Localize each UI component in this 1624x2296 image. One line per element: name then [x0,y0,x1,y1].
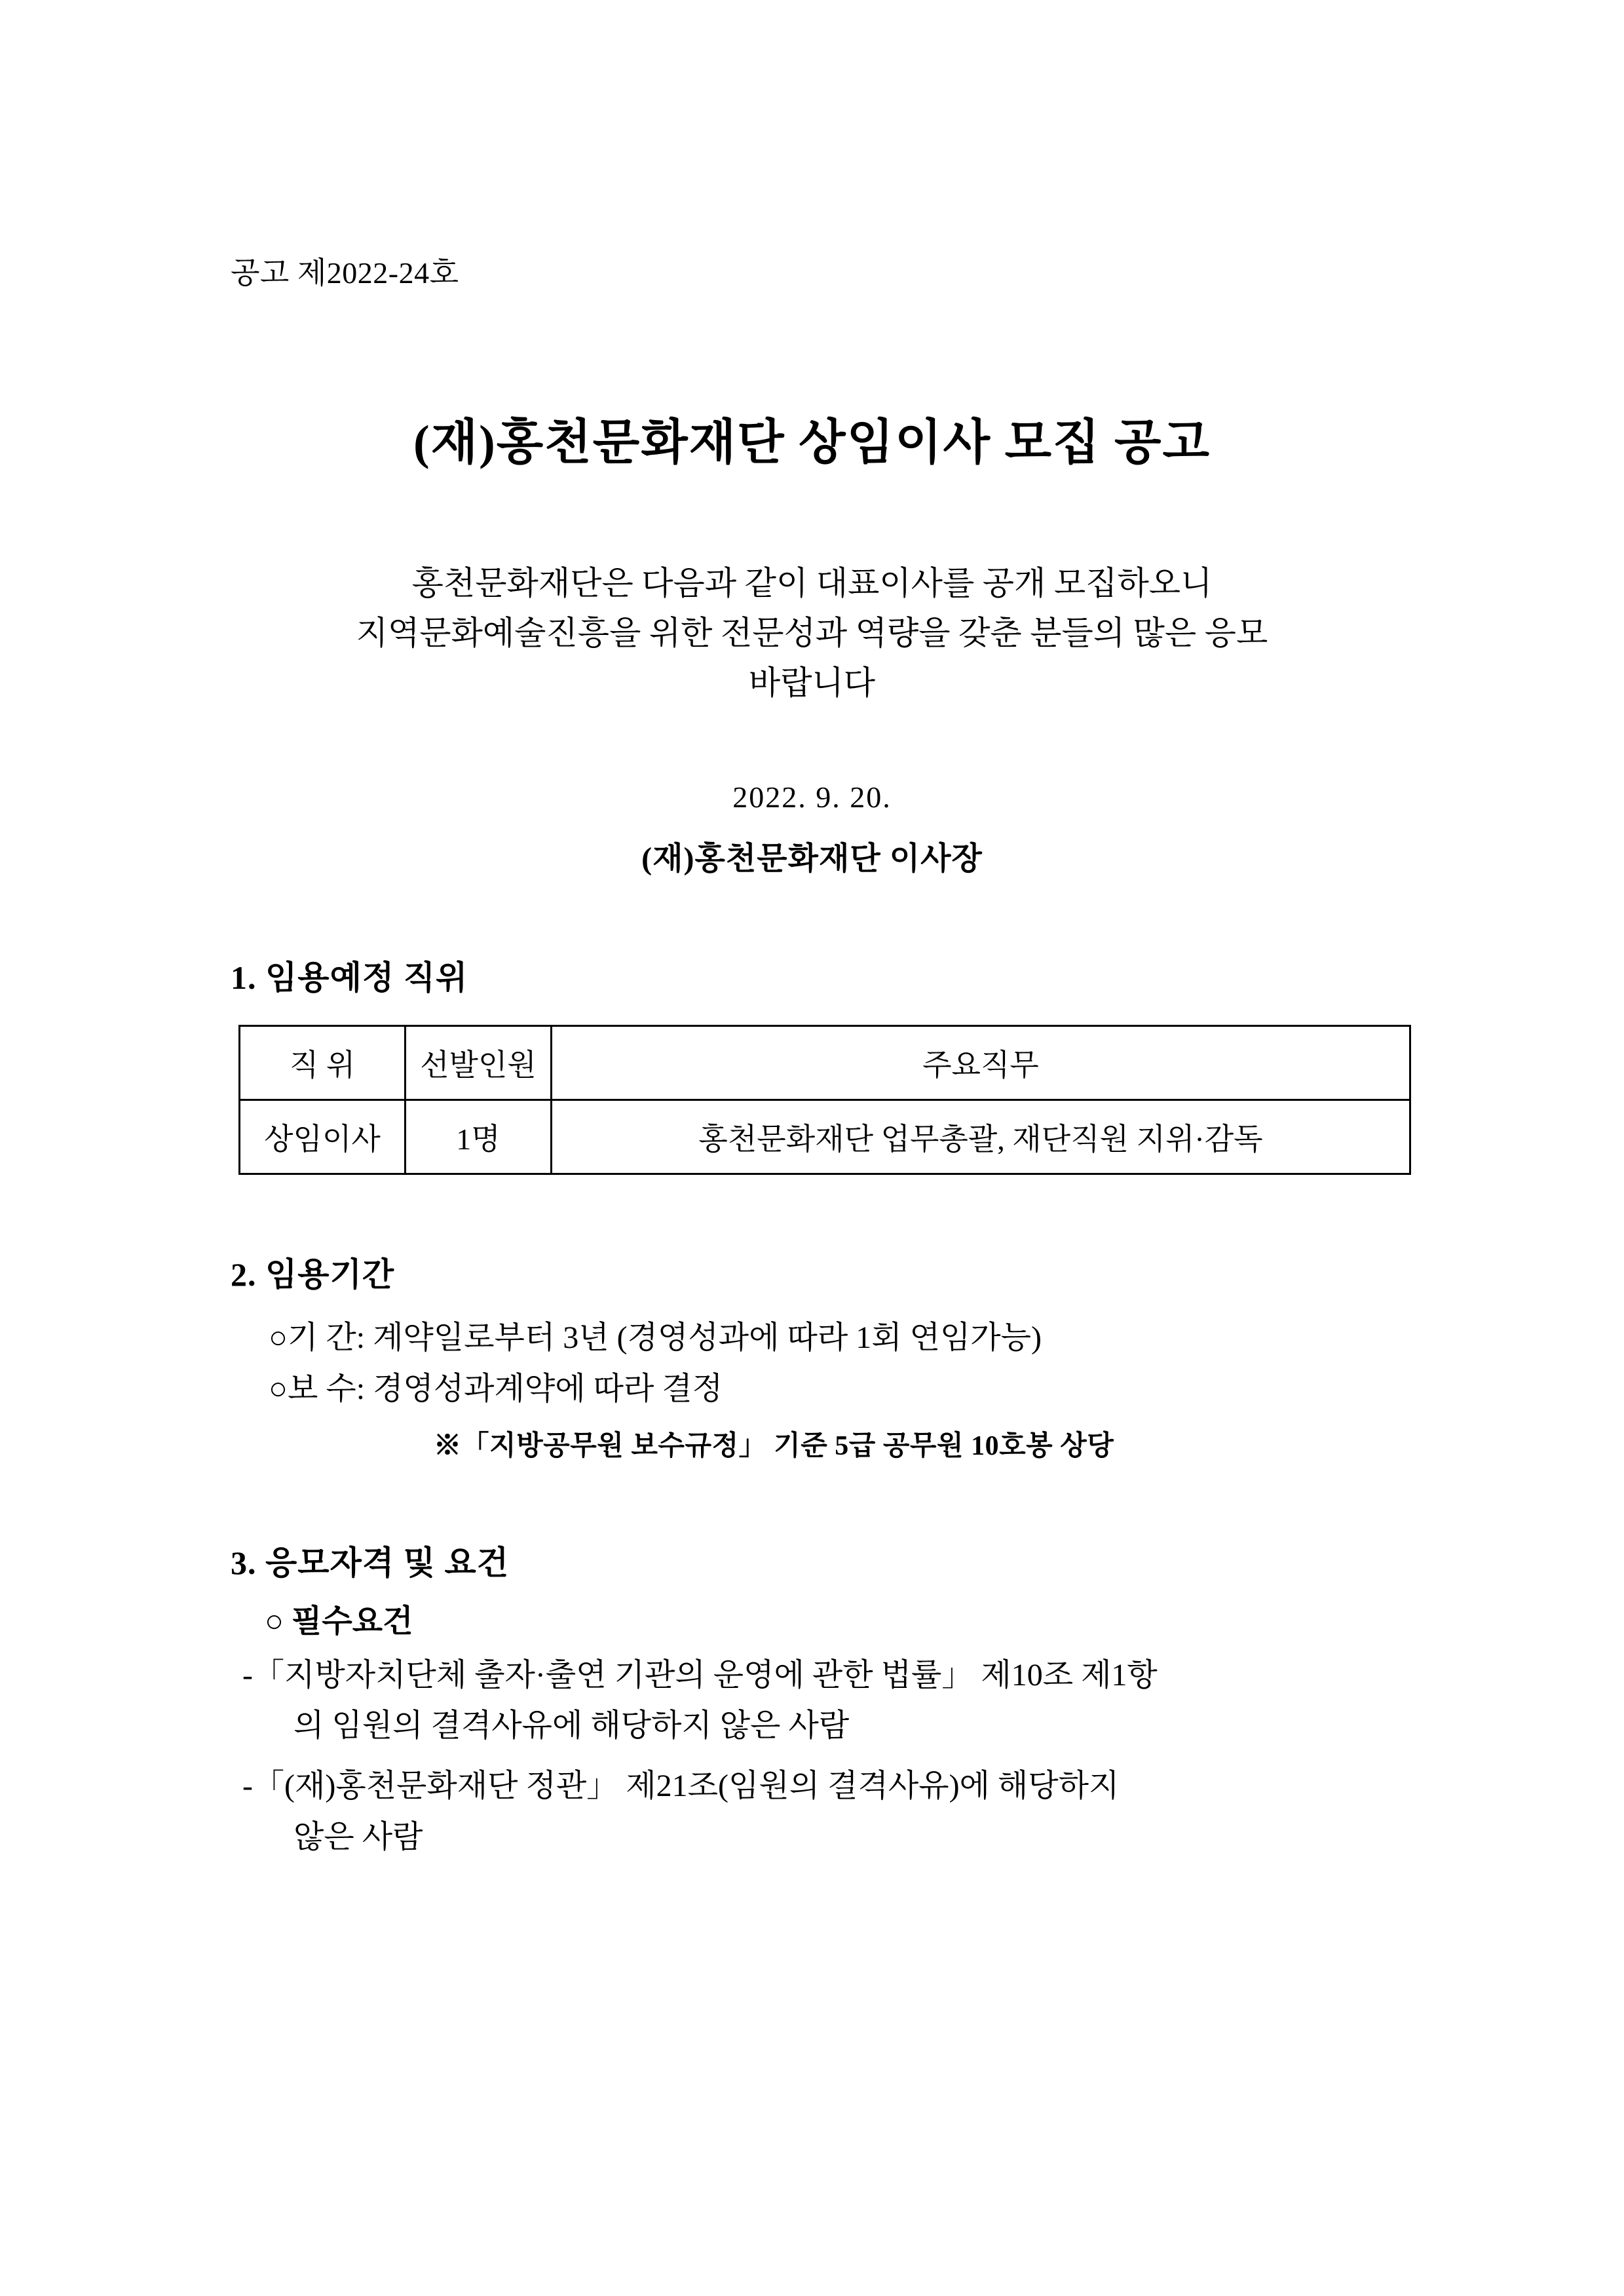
section-3-title: 응모자격 및 요건 [265,1544,510,1581]
announcement-date: 2022. 9. 20. [732,780,892,814]
table-header-count: 선발인원 [406,1026,552,1100]
section-position [231,951,1393,1175]
list-item-continuation: 않은 사람 [293,1819,423,1854]
table-cell-duties: 홍천문화재단 업무총괄, 재단직원 지위·감독 [552,1100,1410,1174]
position-table [238,1025,1411,1175]
list-item: ○보 수: 경영성과계약에 따라 결정 [269,1371,723,1406]
salary-note: ※「지방공무원 보수규정」 기준 5급 공무원 10호봉 상당 [434,1430,1114,1461]
issuer-name: (재)홍천문화재단 이사장 [641,841,983,876]
section-2-number: 2. [231,1256,257,1293]
document-number: 공고 제2022-24호 [231,256,459,290]
term-items [231,1312,1393,1415]
intro-line-2: 지역문화예술진흥을 위한 전문성과 역량을 갖춘 분들의 많은 응모 [356,615,1268,651]
intro-line-3: 바랍니다 [748,664,876,701]
section-1-title: 임용예정 직위 [265,959,468,996]
section-2-heading [231,1248,1393,1295]
table-header-position: 직 위 [240,1026,406,1100]
section-1-number: 1. [231,959,257,996]
required-conditions-list [231,1650,1393,1863]
list-item [242,1650,1393,1752]
table-header-duties: 주요직무 [552,1026,1410,1100]
section-term [231,1248,1393,1463]
section-qualifications [231,1537,1393,1863]
required-conditions-heading: ○ 필수요건 [265,1603,413,1639]
list-item-continuation: 의 임원의 결격사유에 해당하지 않은 사람 [293,1708,850,1744]
page-title: (재)홍천문화재단 상임이사 모집 공고 [413,416,1211,470]
section-3-number: 3. [231,1544,257,1581]
list-item-lead: -「지방자치단체 출자·출연 기관의 운영에 관한 법률」 제10조 제1항 [242,1657,1158,1693]
list-item [242,1761,1393,1863]
table-cell-position: 상임이사 [240,1100,406,1174]
intro-paragraph [231,558,1393,708]
section-2-title: 임용기간 [265,1256,395,1293]
table-header-row [240,1026,1410,1100]
table-cell-count: 1명 [406,1100,552,1174]
section-1-heading [231,951,1393,999]
list-item: ○기 간: 계약일로부터 3년 (경영성과에 따라 1회 연임가능) [269,1320,1042,1355]
intro-line-1: 홍천문화재단은 다음과 같이 대표이사를 공개 모집하오니 [411,565,1213,602]
table-row [240,1100,1410,1174]
section-3-heading [231,1537,1393,1584]
list-item-lead: -「(재)홍천문화재단 정관」 제21조(임원의 결격사유)에 해당하지 [242,1769,1120,1803]
